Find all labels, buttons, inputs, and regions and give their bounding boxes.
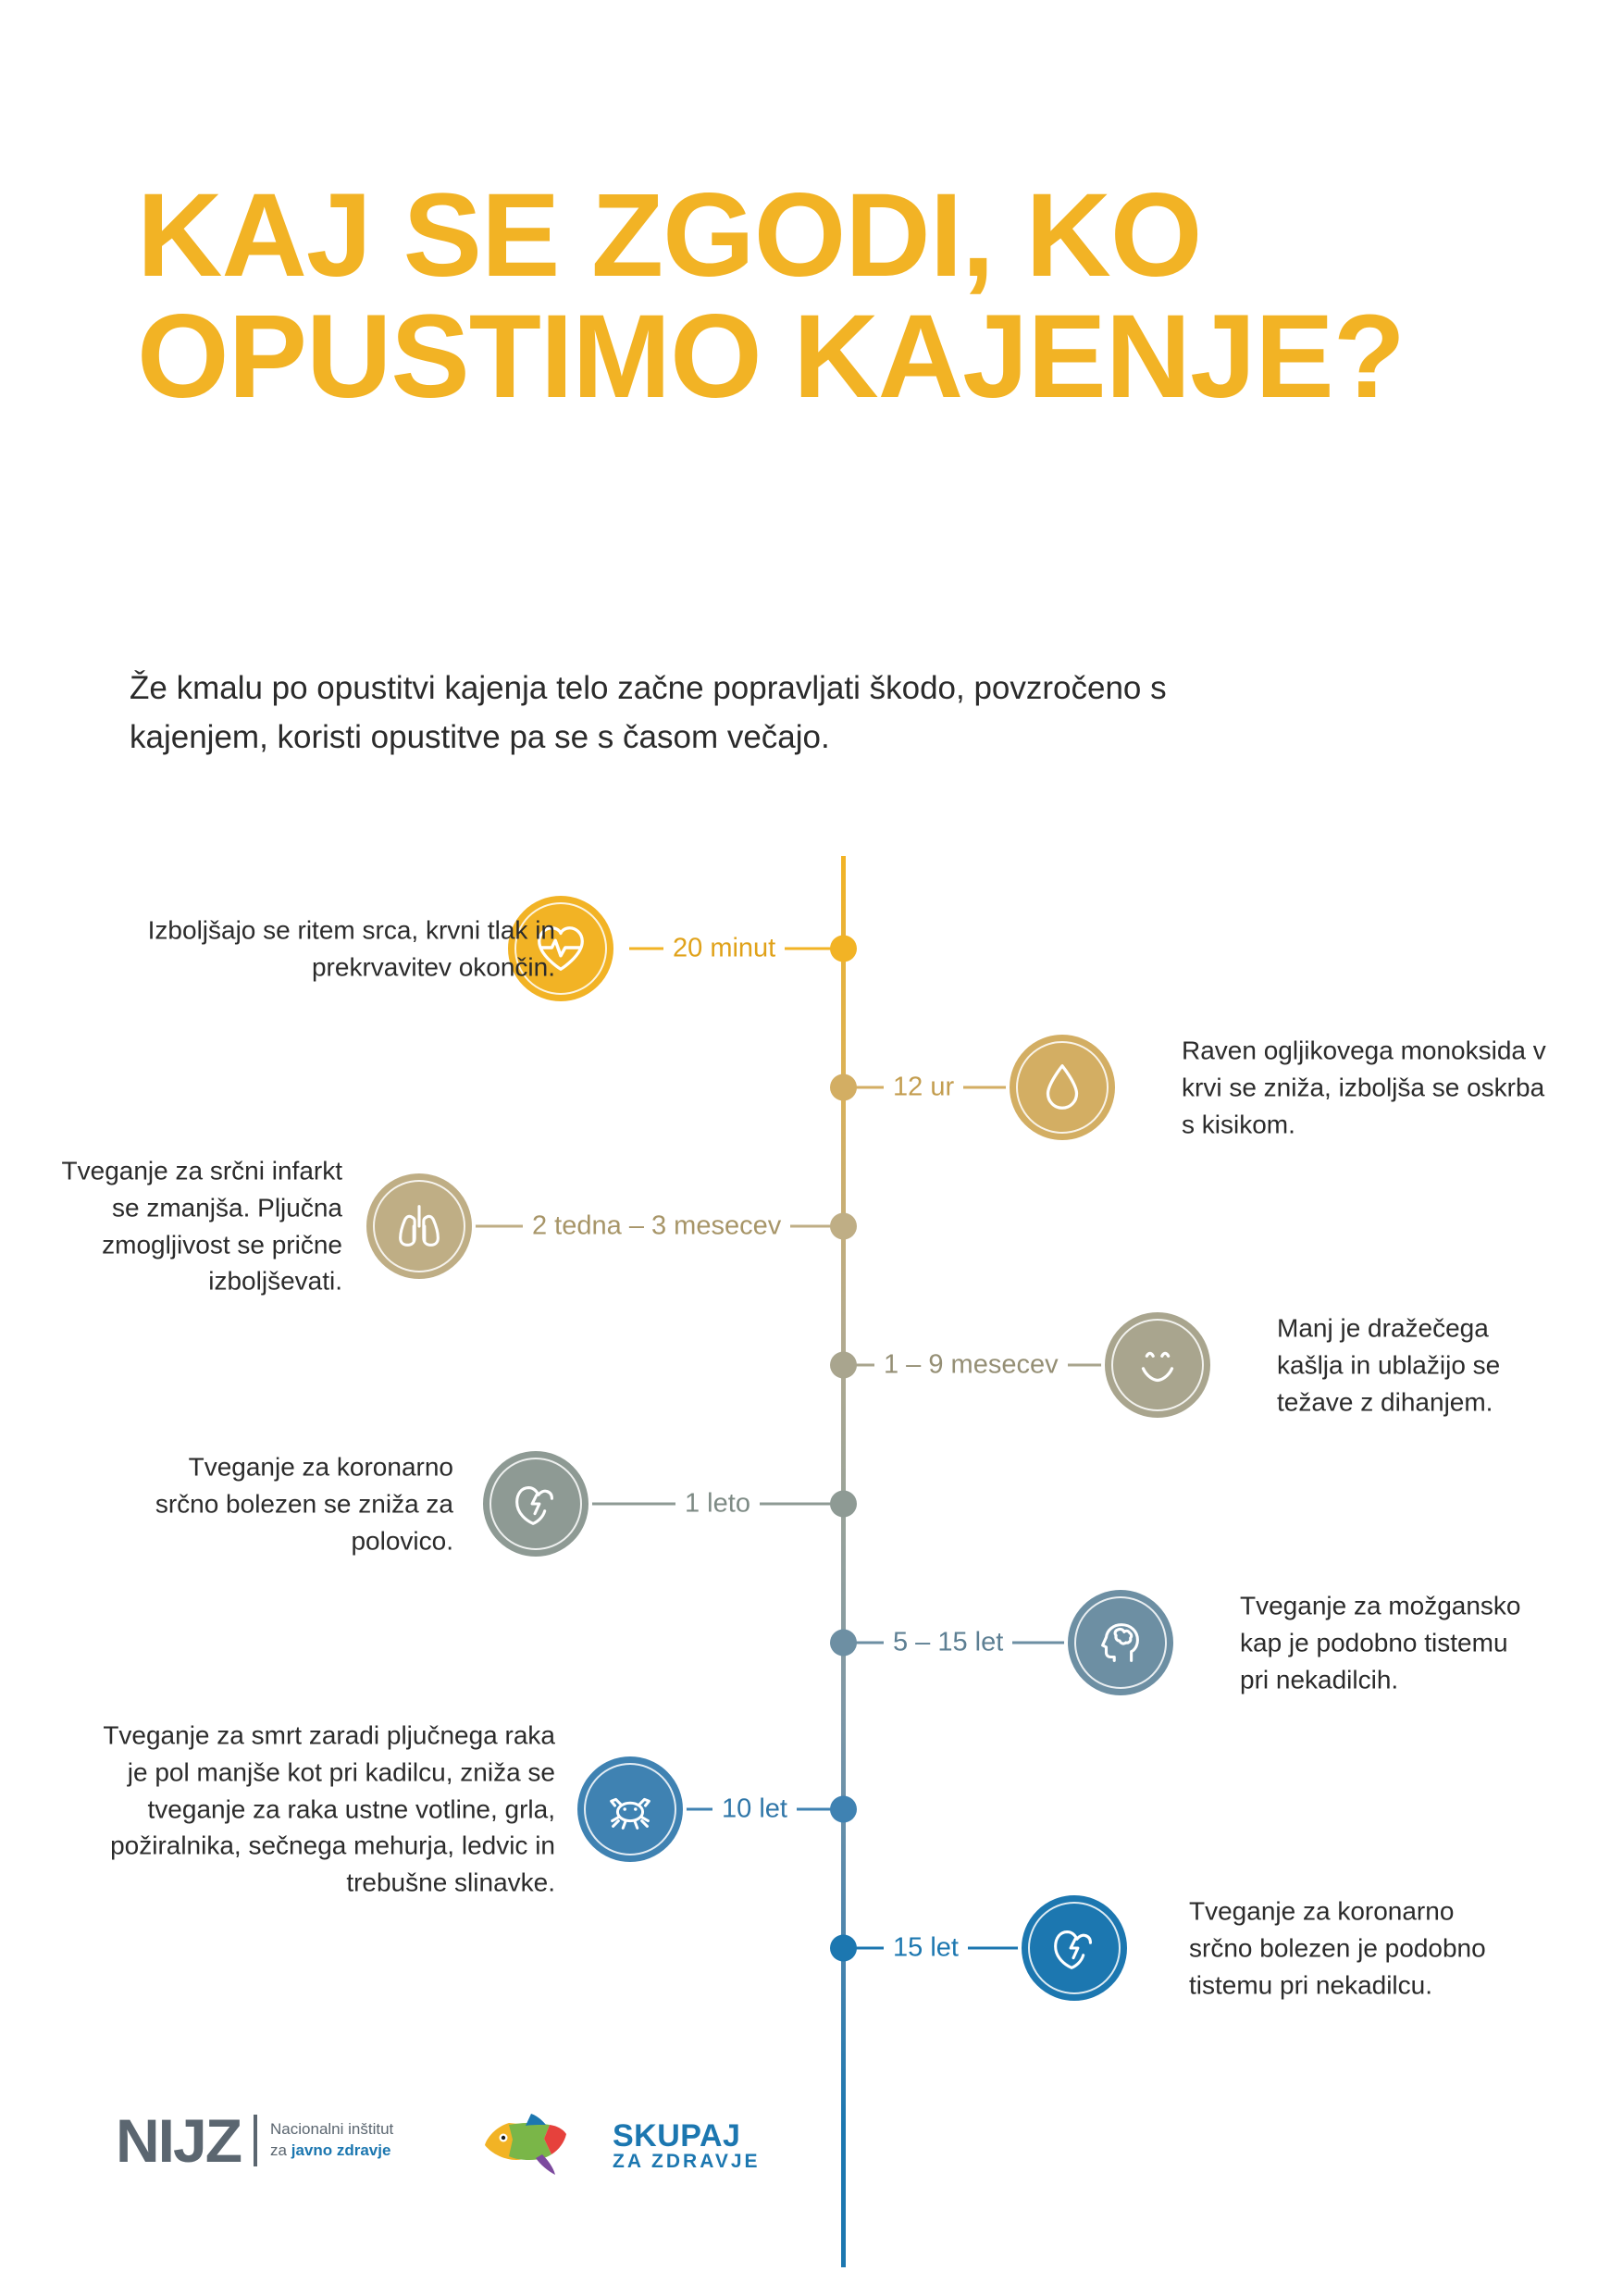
timeline-row <box>0 1313 1623 1416</box>
skupaj-za-zdravje-logo <box>481 2112 761 2178</box>
timeline-description: Raven ogljikovega monoksida v krvi se zniža, izboljša se oskrba s kisikom. <box>1182 1036 1546 1138</box>
timeline-dot <box>830 1213 857 1240</box>
heart-organ-icon <box>479 1447 592 1560</box>
timeline-dot <box>830 1630 857 1657</box>
timeline-dot <box>830 1796 857 1823</box>
intro-paragraph: Že kmalu po opustitvi kajenja telo začne popravljati škodo, povzročeno s kajenjem, koristi opustitve pa se s časom večajo. <box>130 670 1167 755</box>
timeline-dot <box>830 1352 857 1379</box>
brain-head-icon <box>1064 1586 1177 1699</box>
nijz-tagline-line-2-accent: javno zdravje <box>291 2141 391 2159</box>
timeline-description: Tveganje za smrt zaradi pljučnega raka je pol manjše kot pri kadilcu, zniža se tveganje za raka ustne votline, grla, požiralnika, sečnega mehurja, ledvic in trebušne slinavke. <box>103 1720 555 1897</box>
timeline-description: Tveganje za koronarno srčno bolezen je podobno tistemu pri nekadilcu. <box>1189 1896 1486 1999</box>
timeline-time-label: 20 minut <box>663 932 785 966</box>
crab-cancer-icon <box>574 1753 687 1866</box>
page-title <box>137 169 1525 423</box>
timeline-row <box>0 1156 1623 1296</box>
skupaj-wordmark <box>613 2117 761 2172</box>
timeline-row <box>0 1591 1623 1694</box>
timeline-description: Tveganje za koronarno srčno bolezen se zniža za polovico. <box>155 1452 453 1555</box>
timeline-row <box>0 1720 1623 1897</box>
timeline-dot <box>830 1935 857 1962</box>
timeline-axis <box>841 856 846 2267</box>
skupaj-line-1: SKUPAJ <box>613 2117 741 2153</box>
nijz-tagline <box>270 2119 393 2162</box>
logo-divider <box>254 2115 257 2166</box>
timeline-description: Manj je dražečega kašlja in ublažijo se težave z dihanjem. <box>1277 1313 1501 1416</box>
timeline-row <box>0 1896 1623 1999</box>
lungs-icon <box>363 1170 476 1283</box>
title-line-2: OPUSTIMO KAJENJE? <box>137 290 1405 423</box>
timeline-dot <box>830 1074 857 1101</box>
title-line-1: KAJ SE ZGODI, KO <box>137 169 1202 302</box>
skupaj-line-2: ZA ZDRAVJE <box>613 2150 761 2172</box>
timeline-description: Izboljšajo se ritem srca, krvni tlak in prekrvavitev okončin. <box>147 915 555 981</box>
timeline-description: Tveganje za srčni infarkt se zmanjša. Pljučna zmogljivost se prične izboljševati. <box>61 1156 342 1296</box>
timeline-time-label: 5 – 15 let <box>884 1626 1012 1660</box>
timeline-dot <box>830 936 857 962</box>
nijz-wordmark: NIJZ <box>116 2106 242 2175</box>
timeline-time-label: 10 let <box>712 1793 797 1827</box>
nijz-tagline-line-2-plain: za <box>270 2141 291 2159</box>
heart-organ-icon <box>1018 1892 1131 2004</box>
timeline-time-label: 1 – 9 mesecev <box>874 1348 1068 1383</box>
timeline-time-label: 12 ur <box>884 1071 963 1105</box>
smiley-icon <box>1101 1309 1214 1421</box>
timeline-row <box>0 1036 1623 1138</box>
fish-icon <box>481 2112 600 2178</box>
timeline-time-label: 1 leto <box>675 1487 760 1521</box>
droplet-icon <box>1006 1031 1119 1144</box>
nijz-tagline-line-1: Nacionalni inštitut <box>270 2120 394 2139</box>
timeline-dot <box>830 1491 857 1518</box>
timeline-time-label: 2 tedna – 3 mesecev <box>523 1210 790 1244</box>
nijz-logo <box>116 2106 394 2175</box>
timeline-time-label: 15 let <box>884 1931 968 1966</box>
timeline-row <box>0 1452 1623 1555</box>
timeline-description: Tveganje za možgansko kap je podobno tistemu pri nekadilcih. <box>1240 1591 1521 1694</box>
